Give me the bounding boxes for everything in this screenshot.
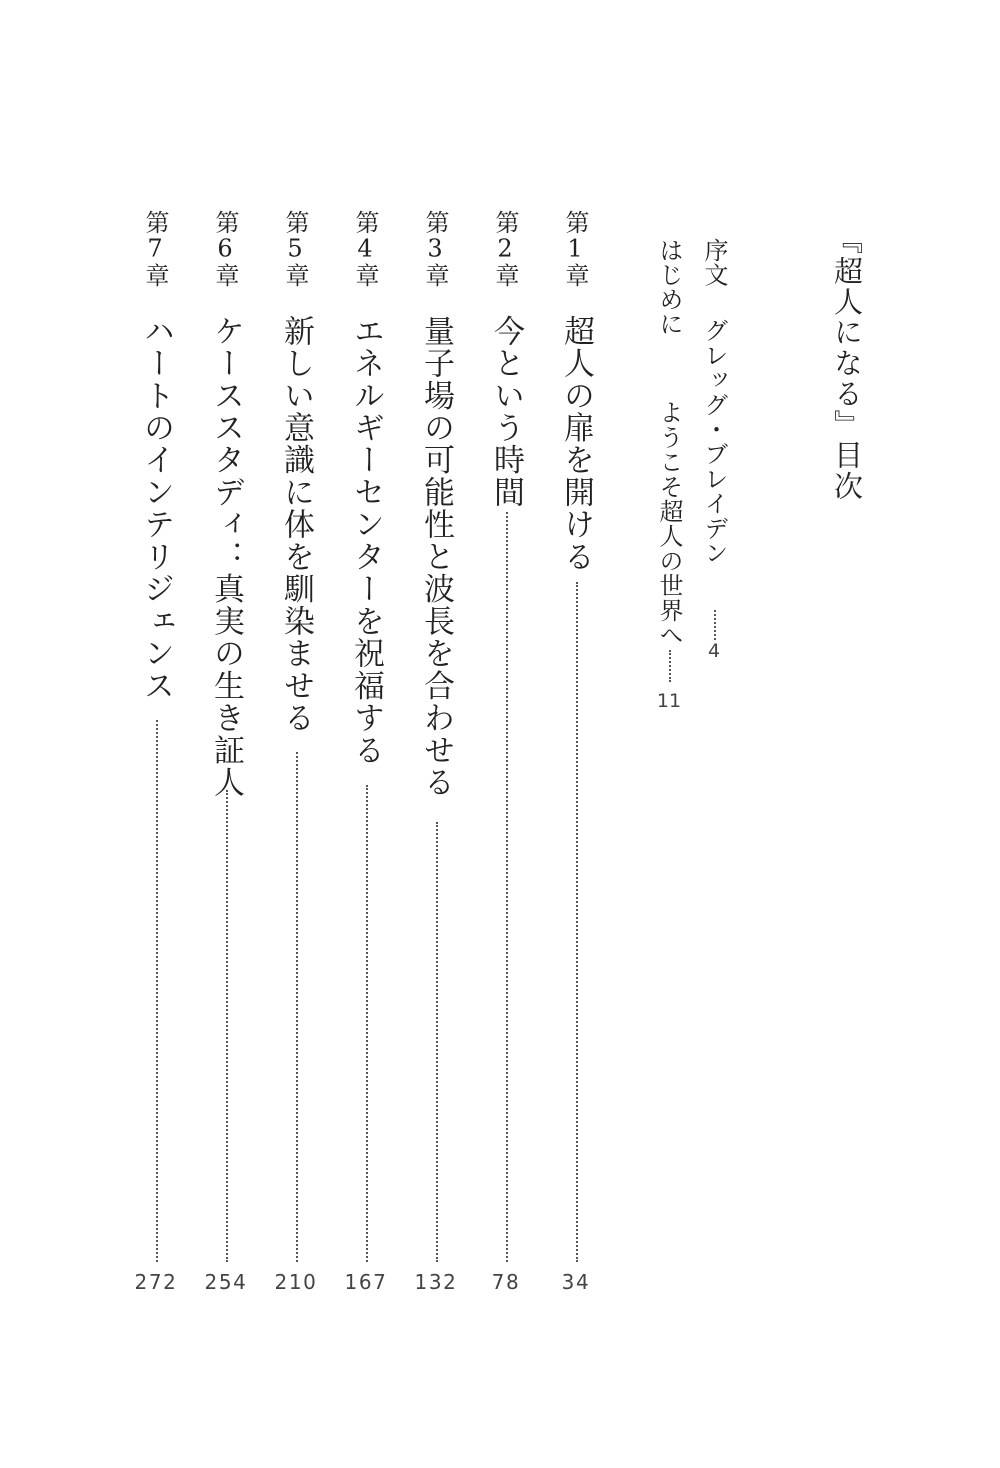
chapter-label: 第4章 [351, 210, 379, 288]
chapter-page-number: 272 [134, 1270, 178, 1294]
entry-title: グレッグ・ブレイデン [700, 318, 728, 566]
leader-dots [576, 582, 578, 1262]
entry-page-number: 11 [656, 690, 682, 712]
chapter-label: 第3章 [421, 210, 449, 288]
entry-page-number: 4 [707, 640, 721, 662]
chapter-label: 第2章 [491, 210, 519, 288]
chapter-page-number: 210 [274, 1270, 318, 1294]
chapter-page-number: 167 [344, 1270, 388, 1294]
chapter-title: 新しい意識に体を馴染ませる [278, 315, 314, 735]
chapter-title: ケーススタディ：真実の生き証人 [208, 315, 244, 799]
chapter-title: 今という時間 [488, 315, 524, 509]
leader-dots [366, 785, 368, 1262]
chapter-label: 第5章 [281, 210, 309, 288]
entry-label: はじめに [655, 238, 683, 336]
chapter-page-number: 34 [561, 1270, 591, 1294]
page-title: 『超人になる』目次 [830, 225, 864, 502]
leader-dots [506, 512, 508, 1262]
leader-dots [436, 822, 438, 1262]
chapter-label: 第1章 [561, 210, 589, 288]
chapter-page-number: 78 [491, 1270, 521, 1294]
chapter-title: ハートのインテリジェンス [138, 315, 174, 702]
leader-dots [714, 610, 716, 640]
chapter-title: エネルギーセンターを祝福する [348, 315, 384, 767]
entry-label: 序文 [700, 238, 728, 287]
chapter-page-number: 254 [204, 1270, 248, 1294]
leader-dots [296, 752, 298, 1262]
chapter-label: 第6章 [211, 210, 239, 288]
chapter-title: 超人の扉を開ける [558, 315, 594, 573]
chapter-page-number: 132 [414, 1270, 458, 1294]
leader-dots [669, 650, 671, 682]
chapter-label: 第7章 [141, 210, 169, 288]
leader-dots [156, 720, 158, 1262]
chapter-title: 量子場の可能性と波長を合わせる [418, 315, 454, 799]
leader-dots [226, 790, 228, 1262]
entry-title: ようこそ超人の世界へ [655, 400, 683, 648]
